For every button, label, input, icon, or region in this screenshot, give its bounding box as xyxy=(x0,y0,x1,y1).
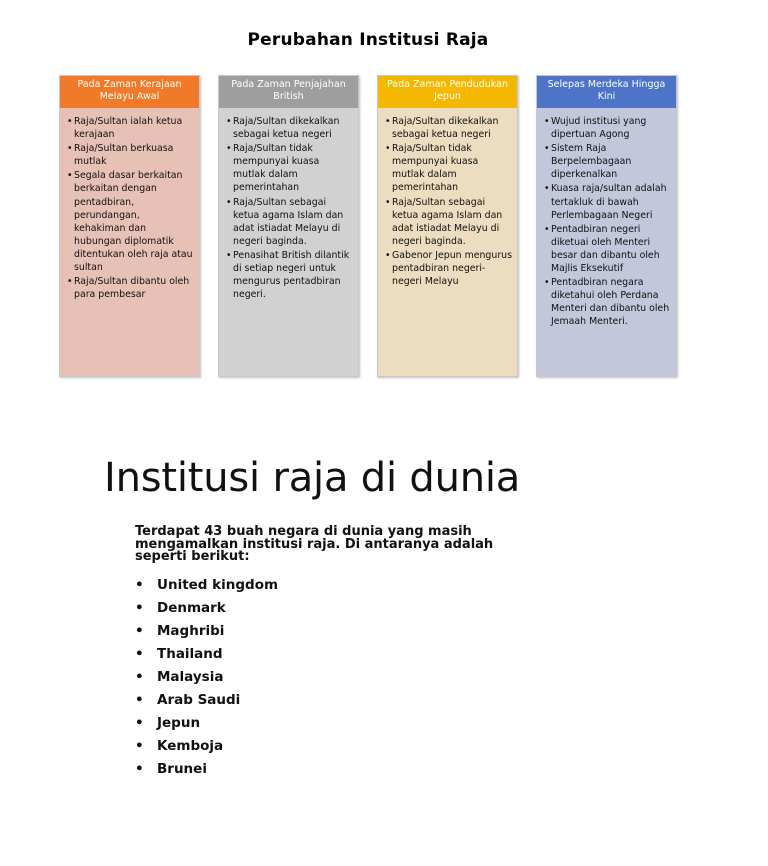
list-item: • Raja/Sultan dibantu oleh para pembesar xyxy=(68,275,194,301)
country-item: • Kemboja xyxy=(135,735,278,758)
list-item: • Raja/Sultan dikekalkan sebagai ketua negeri xyxy=(227,115,353,141)
main-title: Perubahan Institusi Raja xyxy=(247,30,489,50)
country-item: • Denmark xyxy=(135,597,278,620)
column-kerajaan-melayu-awal xyxy=(59,75,200,377)
list-item: • Raja/Sultan sebagai ketua agama Islam dan adat istiadat Melayu di negeri baginda. xyxy=(386,196,512,248)
list-item: • Pentadbiran negara diketahui oleh Perdana Menteri dan dibantu oleh Jemaah Menteri. xyxy=(545,276,671,328)
list-item: • Segala dasar berkaitan berkaitan dengan pentadbiran, perundangan, kehakiman dan hubungan diplomatik ditentukan oleh raja atau sultan xyxy=(68,169,194,274)
list-item: • Gabenor Jepun mengurus pentadbiran negeri-negeri Melayu xyxy=(386,249,512,288)
list-item: • Raja/Sultan sebagai ketua agama Islam dan adat istiadat Melayu di negeri baginda. xyxy=(227,196,353,248)
column-list xyxy=(60,108,199,301)
column-list xyxy=(537,108,676,329)
country-item: • Thailand xyxy=(135,643,278,666)
column-list xyxy=(378,108,517,288)
column-header: Selepas Merdeka Hingga Kini xyxy=(537,76,676,108)
country-item: • Arab Saudi xyxy=(135,689,278,712)
slide-title: Institusi raja di dunia xyxy=(104,455,521,501)
list-item: • Raja/Sultan tidak mempunyai kuasa mutlak dalam pemerintahan xyxy=(227,142,353,194)
list-item: • Pentadbiran negeri diketuai oleh Menteri besar dan dibantu oleh Majlis Eksekutif xyxy=(545,223,671,275)
column-penjajahan-british xyxy=(218,75,359,377)
country-item: • United kingdom xyxy=(135,574,278,597)
column-header: Pada Zaman Pendudukan Jepun xyxy=(378,76,517,108)
column-header: Pada Zaman Kerajaan Melayu Awal xyxy=(60,76,199,108)
list-item: • Raja/Sultan tidak mempunyai kuasa mutlak dalam pemerintahan xyxy=(386,142,512,194)
list-item: • Penasihat British dilantik di setiap negeri untuk mengurus pentadbiran negeri. xyxy=(227,249,353,301)
column-list xyxy=(219,108,358,301)
list-item: • Raja/Sultan berkuasa mutlak xyxy=(68,142,194,168)
list-item: • Wujud institusi yang dipertuan Agong xyxy=(545,115,671,141)
column-header: Pada Zaman Penjajahan British xyxy=(219,76,358,108)
list-item: • Raja/Sultan dikekalkan sebagai ketua negeri xyxy=(386,115,512,141)
column-pendudukan-jepun xyxy=(377,75,518,377)
country-list xyxy=(135,574,278,781)
intro-paragraph: Terdapat 43 buah negara di dunia yang masih mengamalkan institusi raja. Di antaranya adalah seperti berikut: xyxy=(135,524,494,564)
list-item: • Raja/Sultan ialah ketua kerajaan xyxy=(68,115,194,141)
country-item: • Malaysia xyxy=(135,666,278,689)
column-selepas-merdeka xyxy=(536,75,677,377)
country-item: • Jepun xyxy=(135,712,278,735)
country-item: • Maghribi xyxy=(135,620,278,643)
list-item: • Kuasa raja/sultan adalah tertakluk di bawah Perlembagaan Negeri xyxy=(545,182,671,221)
country-item: • Brunei xyxy=(135,758,278,781)
list-item: • Sistem Raja Berpelembagaan diperkenalkan xyxy=(545,142,671,181)
